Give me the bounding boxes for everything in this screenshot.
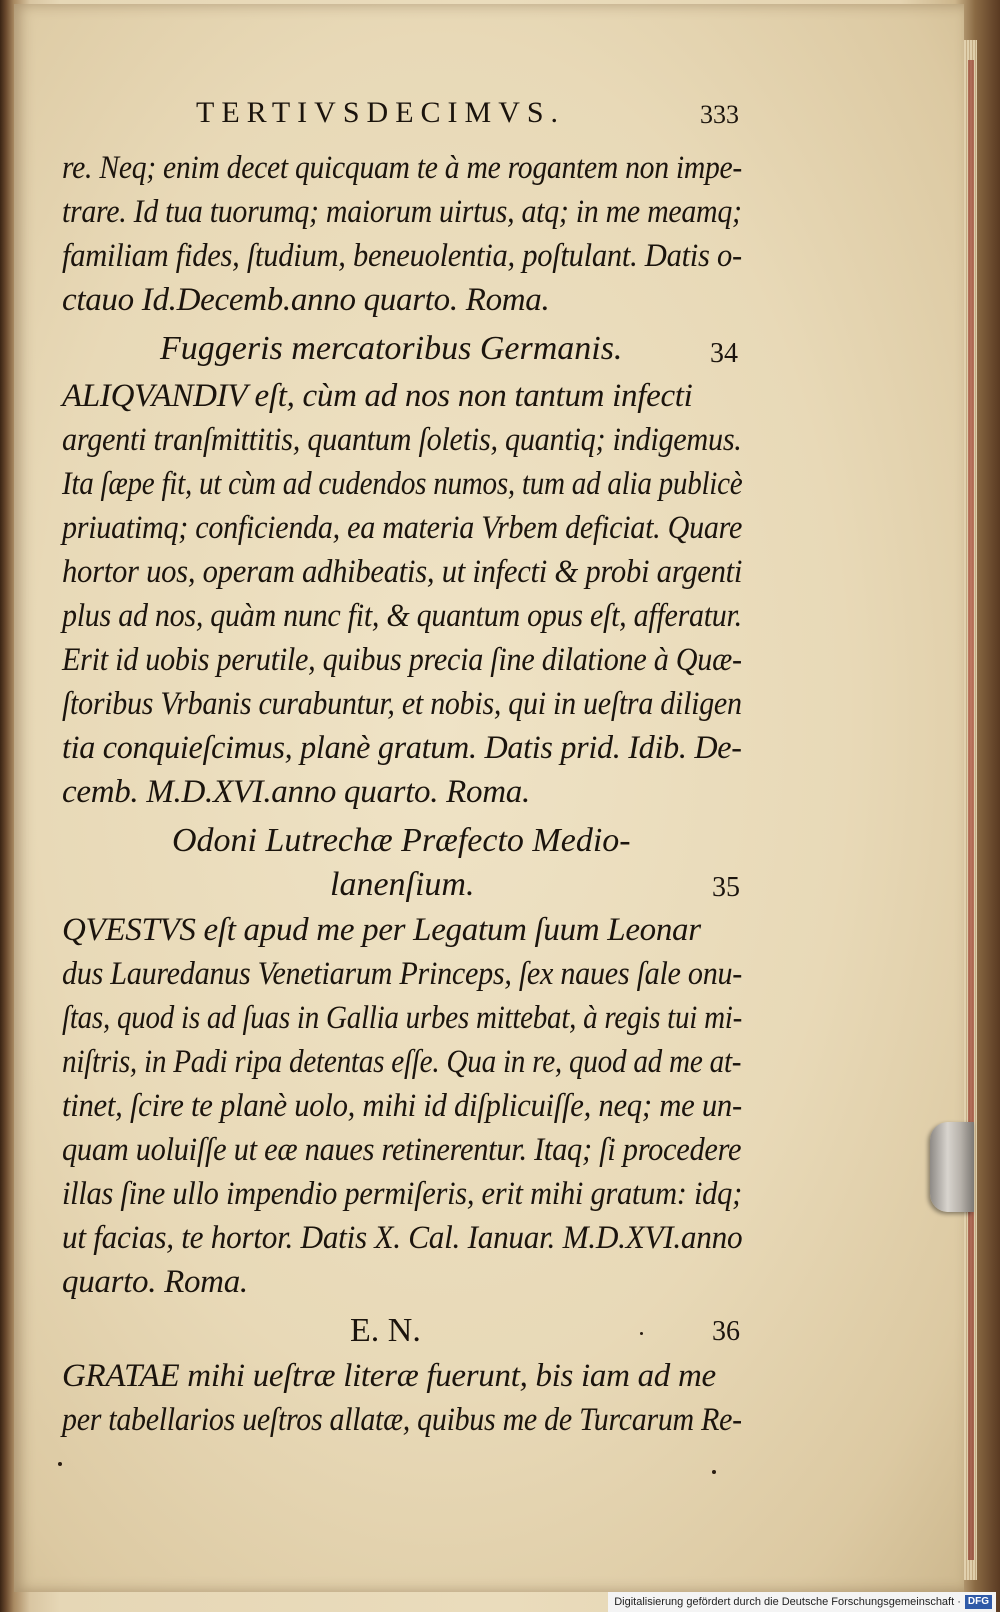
text-line: cemb. M.D.XVI.anno quarto. Roma. — [62, 774, 530, 810]
ink-speck — [640, 1332, 643, 1335]
text-line: dus Lauredanus Venetiarum Princeps, ſex naues ſale onu- — [62, 956, 743, 992]
text-line: hortor uos, operam adhibeatis, ut infecti & probi argenti — [62, 554, 743, 590]
text-line: tia conquieſcimus, planè gratum. Datis prid. Idib. De- — [62, 730, 742, 766]
letter-heading: Odoni Lutrechæ Præfecto Medio- — [172, 822, 631, 859]
text-line: familiam fides, ſtudium, beneuolentia, poſtulant. Datis o- — [62, 238, 742, 274]
text-line: Erit id uobis perutile, quibus precia ſine dilatione à Quæ- — [62, 642, 742, 678]
text-line: GRATAE mihi ueſtræ literæ fuerunt, bis iam ad me — [62, 1358, 716, 1394]
text-line: ut facias, te hortor. Datis X. Cal. Ianuar. M.D.XVI.anno — [62, 1220, 743, 1256]
text-line: ALIQVANDIV eſt, cùm ad nos non tantum infecti — [62, 378, 693, 414]
text-line: ctauo Id.Decemb.anno quarto. Roma. — [62, 282, 550, 318]
text-line: argenti tranſmittitis, quantum ſoletis, quantiq; indigemus. — [62, 422, 742, 458]
text-line: tinet, ſcire te planè uolo, mihi id diſplicuiſſe, neq; me un- — [62, 1088, 742, 1124]
dfg-logo-icon: DFG — [965, 1595, 992, 1609]
text-line: plus ad nos, quàm nunc fit, & quantum opus eſt, afferatur. — [62, 598, 742, 634]
letter-number: 34 — [710, 338, 738, 369]
page-number: 333 — [700, 100, 739, 129]
letter-heading-cont: lanenſium. — [330, 866, 475, 903]
text-line: illas ſine ullo impendio permiſeris, erit mihi gratum: idq; — [62, 1176, 742, 1212]
credit-text: Digitalisierung gefördert durch die Deutsche Forschungsgemeinschaft · — [614, 1596, 961, 1608]
red-edge-stain — [968, 60, 974, 1560]
text-line: priuatimq; conficienda, ea materia Vrbem deficiat. Quare — [62, 510, 743, 546]
text-line: ſtoribus Vrbanis curabuntur, et nobis, qui in ueſtra diligen — [62, 686, 742, 722]
ink-speck — [712, 1470, 716, 1474]
letter-heading: Fuggeris mercatoribus Germanis. — [160, 330, 623, 367]
letter-number: 36 — [712, 1316, 740, 1347]
metal-clasp — [930, 1122, 974, 1212]
text-line: quarto. Roma. — [62, 1264, 248, 1300]
letter-number: 35 — [712, 872, 740, 903]
digitization-credit — [608, 1592, 996, 1612]
ink-speck — [58, 1462, 62, 1466]
letter-heading: E. N. — [350, 1312, 421, 1349]
text-line: ſtas, quod is ad ſuas in Gallia urbes mittebat, à regis tui mi- — [62, 1000, 743, 1036]
text-line: Ita ſæpe fit, ut cùm ad cudendos numos, tum ad alia publicè — [62, 466, 743, 502]
text-line: quam uoluiſſe ut eæ naues retinerentur. Itaq; ſi procedere — [62, 1132, 742, 1168]
text-line: trare. Id tua tuorumq; maiorum uirtus, atq; in me meamq; — [62, 194, 742, 230]
text-line: QVESTVS eſt apud me per Legatum ſuum Leonar — [62, 912, 701, 948]
text-line: per tabellarios ueſtros allatæ, quibus me de Turcarum Re- — [62, 1402, 742, 1438]
running-head: TERTIVSDECIMVS. — [196, 96, 566, 129]
text-line: niſtris, in Padi ripa detentas eſſe. Qua in re, quod ad me at- — [62, 1044, 742, 1080]
text-line: re. Neq; enim decet quicquam te à me rogantem non impe- — [62, 150, 743, 186]
